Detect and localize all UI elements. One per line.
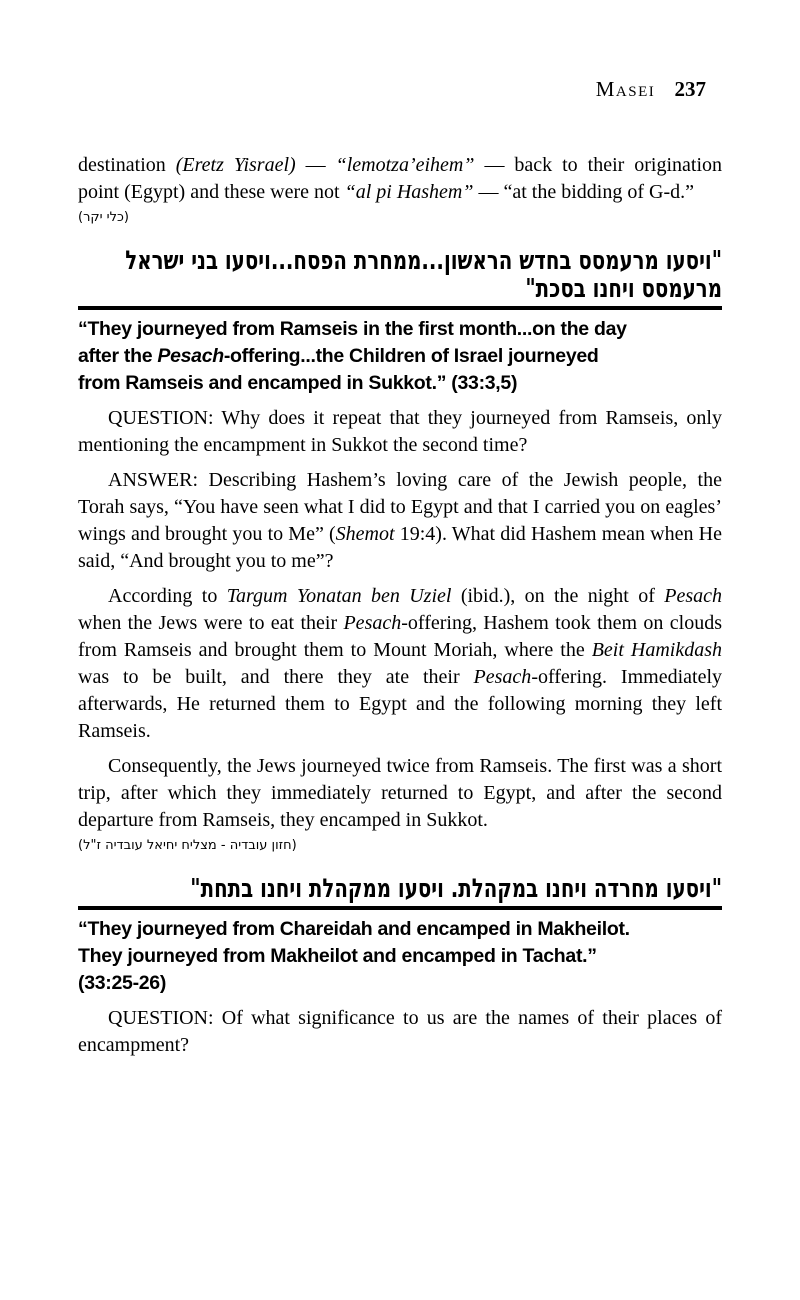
body-paragraph: According to Targum Yonatan ben Uziel (ibid.), on the night of Pesach when the Jews were to eat their Pesach-offering, Hashem took them on clouds from Ramseis and brought them to Mount Moriah, where the Beit Hamikdash was to be built, and there they ate their Pesach-offering. Immediately afterwards, He returned them to Egypt and the following morning they left Ramseis. [78,585,722,742]
verse-line: from Ramseis and encamped in Sukkot.” (33:3,5) [78,372,518,394]
body-paragraph: ANSWER: Describing Hashem’s loving care of the Jewish people, the Torah says, “You have seen what I did to Egypt and that I carried you on eagles’ wings and brought you to Me” (Shemot 19:4). What did Hashem mean when He said, “And brought you to me”? [78,469,722,572]
source-citation: (כלי יקר) [78,210,129,225]
source-citation: (חזון עובדיה - מצליח יחיאל עובדיה ז"ל) [78,838,297,853]
hebrew-verse-heading [78,247,722,303]
body-paragraph: Consequently, the Jews journeyed twice from Ramseis. The first was a short trip, after which they immediately returned to Egypt, and after the second departure from Ramseis, they encamped in Sukkot. [78,755,722,831]
body-paragraph: QUESTION: Why does it repeat that they journeyed from Ramseis, only mentioning the encampment in Sukkot the second time? [78,407,722,456]
hebrew-heading-line: מרעמסס ויחנו בסכת" [525,274,722,304]
page-header [78,0,722,102]
hebrew-heading-line: "ויסעו מחרדה ויחנו במקהלת. ויסעו ממקהלת ויחנו בתחת" [190,874,722,904]
page-content-column [78,0,722,1059]
verse-line: after the Pesach-offering...the Children of Israel journeyed [78,345,599,367]
parsha-title: Masei [595,77,656,101]
verse-translation [78,316,722,397]
verse-translation [78,916,722,997]
verse-line: (33:25-26) [78,972,167,994]
verse-line: “They journeyed from Chareidah and encamped in Makheilot. [78,918,630,940]
verse-line: “They journeyed from Ramseis in the first month...on the day [78,318,627,340]
body-paragraph: destination (Eretz Yisrael) — “lemotza’eihem” — back to their origination point (Egypt) and these were not “al pi Hashem” — “at the bidding of G-d.” [78,154,723,203]
section-divider-rule [78,306,722,310]
hebrew-verse-heading [78,875,722,903]
body-paragraph: QUESTION: Of what significance to us are the names of their places of encampment? [78,1007,722,1056]
hebrew-heading-line: "ויסעו מרעמסס בחדש הראשון...ממחרת הפסח...ויסעו בני ישראל [125,246,722,276]
page-content [78,152,722,1059]
verse-line: They journeyed from Makheilot and encamped in Tachat.” [78,945,597,967]
section-divider-rule [78,906,722,910]
page-number: 237 [674,77,706,101]
